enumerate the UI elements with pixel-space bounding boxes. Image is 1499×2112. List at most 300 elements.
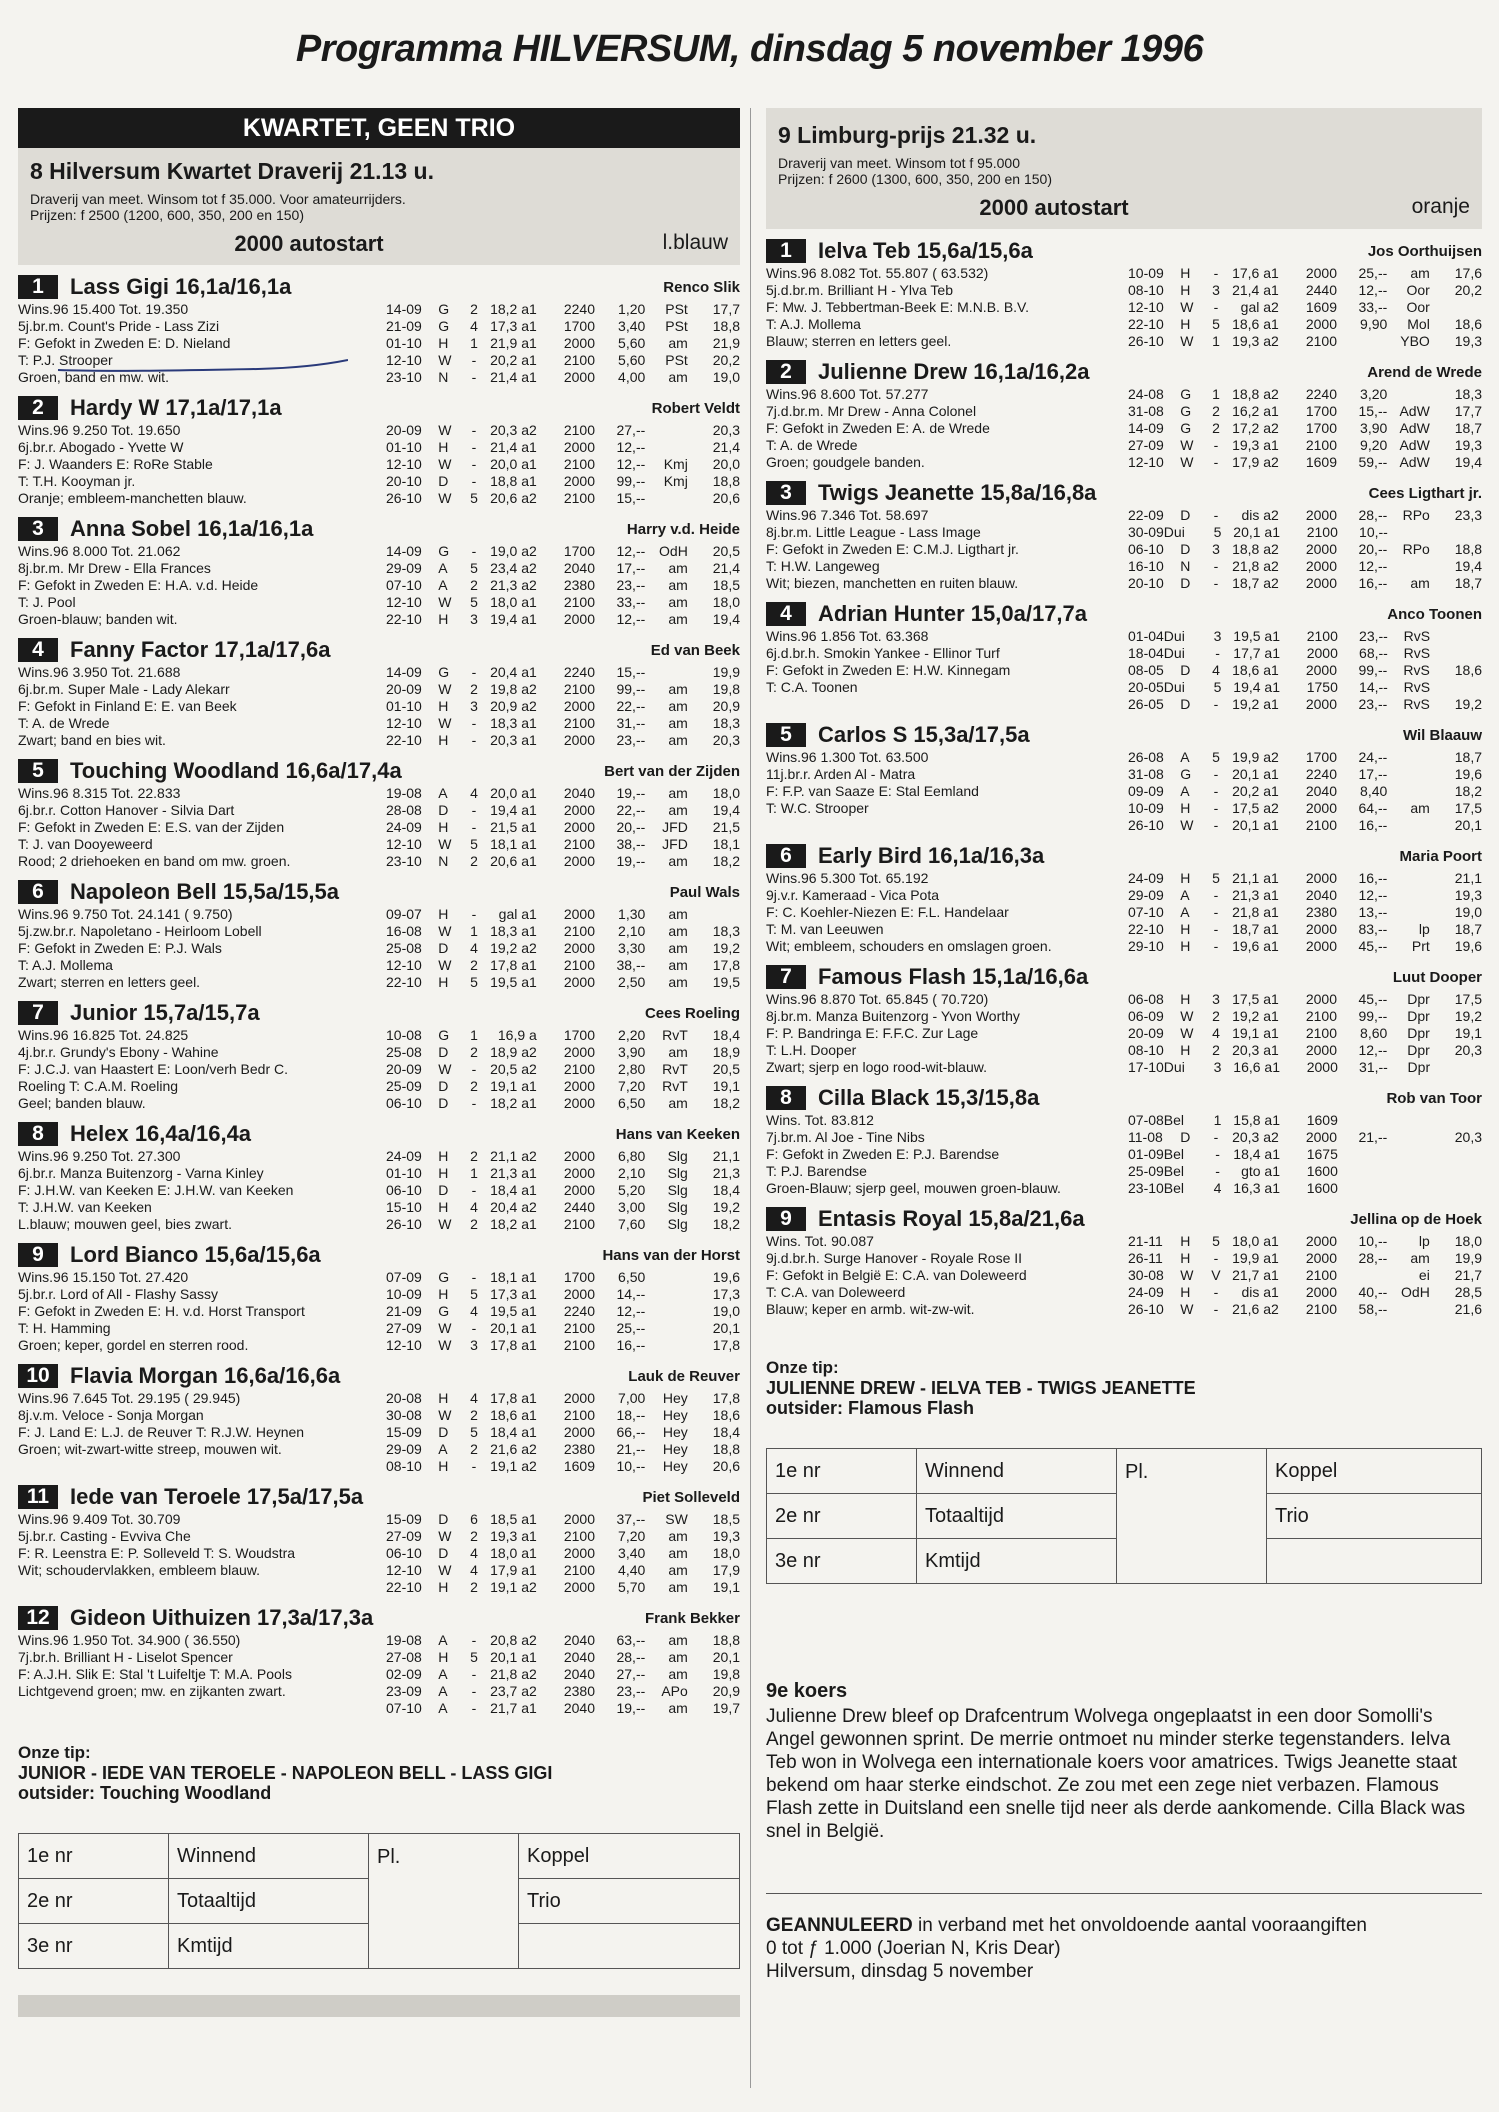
run-cell: 19,-- bbox=[616, 853, 646, 869]
run-cell bbox=[1338, 1146, 1388, 1163]
horse-info-line: Oranje; embleem-manchetten blauw. bbox=[18, 490, 247, 506]
run-cell: 01-09Bel bbox=[1128, 1146, 1185, 1162]
run-cell: 23,7 a2 bbox=[490, 1683, 537, 1699]
run-cell: 21,-- bbox=[616, 1441, 646, 1457]
run-cell: 2000 bbox=[563, 439, 596, 455]
run-cell: 33,-- bbox=[616, 594, 646, 610]
horse-trainer: Hans van der Horst bbox=[602, 1246, 740, 1264]
run-cell: 21,4 a1 bbox=[490, 439, 537, 455]
run-cell: am bbox=[668, 681, 688, 697]
run-cell: PSt bbox=[665, 318, 688, 334]
run-cell: 18,4 bbox=[712, 1027, 741, 1043]
run-cell: 4,00 bbox=[618, 369, 646, 385]
run-cell: A bbox=[1180, 783, 1190, 799]
horse-info-line: T: M. van Leeuwen bbox=[766, 921, 884, 937]
run-cell: am bbox=[1410, 1250, 1430, 1266]
run-cell: 20,2 bbox=[712, 352, 741, 368]
tip-block bbox=[766, 1358, 1482, 1418]
run-row bbox=[386, 940, 740, 957]
run-cell: 19,1 bbox=[712, 1078, 741, 1094]
run-row bbox=[386, 1579, 740, 1596]
run-cell: 17,3 a1 bbox=[490, 1286, 537, 1302]
run-cell: A bbox=[438, 1632, 448, 1648]
run-cell: W bbox=[1180, 1025, 1194, 1041]
run-cell: RvT bbox=[662, 1078, 688, 1094]
run-cell: 2100 bbox=[563, 1320, 596, 1336]
run-cell: 20,6 a1 bbox=[490, 853, 537, 869]
run-cell: G bbox=[438, 664, 450, 680]
run-cell: 18,2 a1 bbox=[490, 1095, 537, 1111]
run-cell: 17,8 bbox=[712, 957, 741, 973]
run-cell: 15,-- bbox=[616, 664, 646, 680]
run-cell: H bbox=[1180, 1233, 1191, 1249]
run-cell: 19,1 a1 bbox=[1232, 1025, 1279, 1041]
run-cell: 19,5 a1 bbox=[1233, 628, 1280, 644]
run-cell: 19,4 bbox=[712, 802, 741, 818]
run-cell: 10,-- bbox=[1358, 1233, 1388, 1249]
run-cell: 19,8 bbox=[712, 681, 741, 697]
run-cell: 19,1 a1 bbox=[490, 1078, 537, 1094]
run-cell: 3,00 bbox=[618, 1199, 646, 1215]
run-cell: 38,-- bbox=[616, 836, 646, 852]
run-cell bbox=[688, 906, 740, 923]
run-cell: 2000 bbox=[1306, 645, 1338, 661]
horse-entry bbox=[18, 1120, 740, 1233]
run-cell: 2440 bbox=[563, 1199, 596, 1215]
run-cell: am bbox=[668, 715, 688, 731]
run-cell: 19,1 a2 bbox=[490, 1579, 537, 1595]
run-cell: 28,-- bbox=[1358, 1250, 1388, 1266]
run-cell: 4 bbox=[470, 1545, 478, 1561]
run-cell: - bbox=[1213, 800, 1219, 816]
run-cell: Dpr bbox=[1407, 991, 1430, 1007]
run-row bbox=[1128, 991, 1482, 1008]
run-cell: - bbox=[471, 1269, 477, 1285]
horse-entry bbox=[18, 757, 740, 870]
horse-list bbox=[18, 273, 740, 1717]
run-cell: D bbox=[438, 1044, 449, 1060]
run-cell: 19,0 bbox=[712, 1303, 741, 1319]
horse-info-line: F: Gefokt in Zweden E: P.J. Barendse bbox=[766, 1146, 1000, 1162]
run-cell: - bbox=[1213, 454, 1219, 470]
run-cell: 20,0 a1 bbox=[490, 456, 537, 472]
horse-number: 10 bbox=[18, 1364, 58, 1388]
run-row bbox=[1128, 766, 1482, 783]
run-cell: D bbox=[1180, 541, 1191, 557]
run-row bbox=[1128, 1008, 1482, 1025]
run-cell: 19,9 bbox=[712, 664, 741, 680]
run-row bbox=[386, 1044, 740, 1061]
race-start bbox=[778, 195, 1470, 221]
run-row bbox=[386, 369, 740, 386]
run-cell: am bbox=[668, 1095, 688, 1111]
run-cell: 18,9 a2 bbox=[490, 1044, 537, 1060]
run-row bbox=[1128, 662, 1482, 679]
run-cell bbox=[1430, 628, 1482, 645]
race-description bbox=[30, 191, 728, 223]
run-cell: D bbox=[438, 1511, 449, 1527]
horse-name: Napoleon Bell 15,5a/15,5a bbox=[70, 879, 340, 904]
run-cell: 20,2 a1 bbox=[1232, 783, 1279, 799]
horse-list bbox=[766, 237, 1482, 1318]
run-cell: - bbox=[1213, 817, 1219, 833]
run-cell: gal a1 bbox=[498, 906, 537, 922]
horse-trainer: Ed van Beek bbox=[650, 641, 740, 659]
run-row bbox=[386, 456, 740, 473]
run-cell: 18-04Dui bbox=[1128, 645, 1185, 661]
run-cell: - bbox=[1213, 887, 1219, 903]
tip-outsider: outsider: Flamous Flash bbox=[766, 1398, 975, 1418]
run-row bbox=[386, 473, 740, 490]
run-row bbox=[386, 1303, 740, 1320]
run-cell: 2100 bbox=[563, 957, 596, 973]
run-cell: 3,90 bbox=[618, 1044, 646, 1060]
horse-name: Junior 15,7a/15,7a bbox=[70, 1000, 260, 1025]
run-cell: 2000 bbox=[563, 1424, 596, 1440]
run-cell: 2440 bbox=[1305, 282, 1338, 298]
run-cell: 23,-- bbox=[1358, 696, 1388, 712]
horse-name: Helex 16,4a/16,4a bbox=[70, 1121, 252, 1146]
horse-trainer: Jellina op de Hoek bbox=[1350, 1210, 1482, 1228]
run-cell: - bbox=[471, 456, 477, 472]
run-cell: 17,-- bbox=[616, 560, 646, 576]
run-cell: 5 bbox=[1212, 316, 1220, 332]
horse-info-line: Wins.96 3.950 Tot. 21.688 bbox=[18, 664, 181, 680]
run-cell: 18,8 bbox=[1454, 541, 1483, 557]
run-cell: am bbox=[668, 853, 688, 869]
horse-trainer: Cees Roeling bbox=[644, 1004, 740, 1022]
horse-header bbox=[18, 1120, 740, 1148]
run-cell bbox=[645, 664, 688, 681]
horse-info bbox=[766, 749, 1128, 834]
run-cell: 20-05Dui bbox=[1128, 679, 1185, 695]
run-cell: A bbox=[438, 1441, 448, 1457]
run-cell: W bbox=[438, 1407, 452, 1423]
run-cell bbox=[1430, 1112, 1482, 1129]
horse-entry bbox=[18, 1483, 740, 1596]
run-cell: H bbox=[1180, 265, 1191, 281]
race-prizes: Prijzen: f 2500 (1200, 600, 350, 200 en 150) bbox=[30, 207, 304, 223]
run-cell: 7,20 bbox=[618, 1078, 646, 1094]
run-cell: 1700 bbox=[563, 1027, 596, 1043]
run-cell: A bbox=[1180, 904, 1190, 920]
horse-info-line: 5j.br.r. Casting - Evviva Che bbox=[18, 1528, 191, 1544]
run-cell: - bbox=[1215, 1146, 1220, 1162]
run-cell: 24-09 bbox=[386, 819, 422, 835]
run-row bbox=[386, 1424, 740, 1441]
run-cell: - bbox=[1213, 265, 1219, 281]
run-cell: 20-09 bbox=[1128, 1025, 1164, 1041]
run-cell: 19,4 a1 bbox=[1233, 679, 1280, 695]
run-cell bbox=[1387, 887, 1430, 904]
run-row bbox=[386, 664, 740, 681]
run-row bbox=[386, 543, 740, 560]
run-cell: Oor bbox=[1406, 299, 1430, 315]
run-cell: am bbox=[668, 698, 688, 714]
result-row-label: 2e nr bbox=[19, 1879, 169, 1924]
horse-trainer: Piet Solleveld bbox=[642, 1488, 740, 1506]
horse-info bbox=[18, 664, 386, 749]
run-cell: 29-10 bbox=[1128, 938, 1164, 954]
horse-name: Ielva Teb 15,6a/15,6a bbox=[818, 238, 1033, 263]
run-cell: RvS bbox=[1403, 628, 1431, 644]
run-cell: 18,7 bbox=[1454, 749, 1483, 765]
run-row bbox=[1128, 386, 1482, 403]
run-cell: 2100 bbox=[563, 490, 596, 506]
run-row bbox=[386, 853, 740, 870]
run-cell: D bbox=[438, 940, 449, 956]
run-cell: 21-11 bbox=[1128, 1233, 1163, 1249]
run-cell: 18,4 a1 bbox=[490, 1182, 537, 1198]
horse-info-line: F: Gefokt in Zweden E: H. v.d. Horst Transport bbox=[18, 1303, 305, 1319]
run-cell: 18,1 bbox=[712, 836, 741, 852]
run-cell: H bbox=[1180, 921, 1191, 937]
run-cell: 27-09 bbox=[386, 1320, 422, 1336]
run-cell: 2000 bbox=[563, 698, 596, 714]
run-cell: 21,9 bbox=[712, 335, 741, 351]
horse-header bbox=[766, 237, 1482, 265]
run-cell: 17,3 bbox=[712, 1286, 741, 1302]
horse-info-line: 8j.br.m. Mr Drew - Ella Frances bbox=[18, 560, 211, 576]
race-color: oranje bbox=[1411, 195, 1470, 218]
run-cell: - bbox=[1213, 904, 1219, 920]
run-cell: 3,40 bbox=[618, 318, 646, 334]
cancelled-line1 bbox=[766, 1914, 1482, 1937]
horse-info-line: T: C.A. Toonen bbox=[766, 679, 858, 695]
run-cell: 28,5 bbox=[1454, 1284, 1483, 1300]
run-cell: 4 bbox=[1213, 1180, 1222, 1196]
run-cell: 2100 bbox=[1306, 628, 1338, 644]
horse-name: Iede van Teroele 17,5a/17,5a bbox=[70, 1484, 364, 1509]
run-cell: 58,-- bbox=[1358, 1301, 1388, 1317]
run-cell: Dpr bbox=[1407, 1008, 1430, 1024]
horse-runs bbox=[386, 1632, 740, 1717]
run-cell: RvS bbox=[1403, 679, 1431, 695]
run-cell bbox=[1337, 333, 1387, 350]
run-cell: - bbox=[1213, 299, 1219, 315]
run-cell: 12-10 bbox=[1128, 454, 1164, 470]
run-cell: 3 bbox=[470, 698, 478, 714]
run-cell: H bbox=[438, 1148, 449, 1164]
run-cell: D bbox=[1180, 696, 1191, 712]
run-cell bbox=[1387, 1129, 1430, 1146]
run-cell: W bbox=[438, 1562, 452, 1578]
run-cell: 22-10 bbox=[1128, 316, 1164, 332]
run-cell: 3,20 bbox=[1360, 386, 1388, 402]
horse-runs bbox=[1128, 1112, 1482, 1197]
run-cell: 31-08 bbox=[1128, 403, 1164, 419]
run-cell: 19,3 bbox=[712, 1528, 741, 1544]
run-row bbox=[1128, 1284, 1482, 1301]
run-cell: am bbox=[668, 1666, 688, 1682]
run-cell bbox=[645, 1303, 688, 1320]
horse-header bbox=[766, 600, 1482, 628]
horse-entry bbox=[766, 358, 1482, 471]
run-cell: 2000 bbox=[1305, 1129, 1338, 1145]
horse-number: 2 bbox=[18, 396, 58, 420]
run-cell: 19,3 bbox=[1454, 437, 1483, 453]
run-cell: am bbox=[668, 1545, 688, 1561]
horse-runs bbox=[386, 543, 740, 628]
run-row bbox=[1128, 1301, 1482, 1318]
run-cell: 19,0 bbox=[712, 369, 741, 385]
result-cell-empty bbox=[519, 1924, 740, 1969]
run-row bbox=[386, 1545, 740, 1562]
run-cell: Hey bbox=[662, 1441, 688, 1457]
run-cell: AdW bbox=[1399, 454, 1430, 470]
run-cell: H bbox=[438, 611, 449, 627]
horse-header bbox=[18, 1604, 740, 1632]
horse-info-line: Groen; wit-zwart-witte streep, mouwen wit. bbox=[18, 1441, 282, 1457]
run-cell: 1,30 bbox=[618, 906, 646, 922]
horse-info-line: Groen; keper, gordel en sterren rood. bbox=[18, 1337, 249, 1353]
race-conditions: Draverij van meet. Winsom tot f 95.000 bbox=[778, 155, 1020, 171]
horse-info-line: T: L.H. Dooper bbox=[766, 1042, 857, 1058]
run-cell: 4 bbox=[1212, 662, 1220, 678]
run-cell: 06-10 bbox=[386, 1095, 422, 1111]
run-cell: 2100 bbox=[563, 715, 596, 731]
run-cell: APo bbox=[661, 1683, 688, 1699]
horse-info-line: T: C.A. van Doleweerd bbox=[766, 1284, 906, 1300]
run-cell: 15-10 bbox=[386, 1199, 422, 1215]
run-cell: 20,3 a1 bbox=[490, 732, 537, 748]
run-cell: 07-10 bbox=[386, 577, 422, 593]
run-cell: 2100 bbox=[563, 1337, 596, 1353]
run-cell: 2100 bbox=[1305, 437, 1338, 453]
run-cell: G bbox=[1180, 766, 1192, 782]
run-cell: 2240 bbox=[1305, 766, 1338, 782]
run-cell: 18,0 a1 bbox=[490, 1545, 537, 1561]
run-cell: 1700 bbox=[1305, 749, 1338, 765]
run-cell: G bbox=[438, 1269, 450, 1285]
run-cell: 1700 bbox=[1305, 420, 1338, 436]
run-cell: - bbox=[1213, 696, 1219, 712]
horse-info-line: Groen; goudgele banden. bbox=[766, 454, 925, 470]
run-cell: 18,6 a1 bbox=[490, 1407, 537, 1423]
run-cell: A bbox=[1180, 749, 1190, 765]
grey-band bbox=[18, 1995, 740, 2017]
run-cell: H bbox=[438, 974, 449, 990]
horse-info bbox=[766, 870, 1128, 955]
run-cell: A bbox=[438, 1700, 448, 1716]
run-cell: Slg bbox=[667, 1199, 688, 1215]
run-cell: W bbox=[438, 1216, 452, 1232]
run-cell: 01-10 bbox=[386, 698, 422, 714]
run-cell: am bbox=[668, 974, 688, 990]
run-cell: 12-10 bbox=[386, 456, 422, 472]
horse-name: Touching Woodland 16,6a/17,4a bbox=[70, 758, 402, 783]
run-cell: H bbox=[438, 1390, 449, 1406]
run-cell: Hey bbox=[662, 1424, 688, 1440]
horse-info-line: T: W.C. Strooper bbox=[766, 800, 869, 816]
horse-number: 4 bbox=[766, 602, 806, 626]
run-cell: G bbox=[438, 543, 450, 559]
run-cell: - bbox=[471, 369, 477, 385]
horse-number: 6 bbox=[766, 844, 806, 868]
run-cell: 2000 bbox=[1305, 662, 1338, 678]
horse-info-line: T: J.H.W. van Keeken bbox=[18, 1199, 152, 1215]
run-cell: 5 bbox=[1212, 749, 1220, 765]
horse-info-line: Rood; 2 driehoeken en band om mw. groen. bbox=[18, 853, 291, 869]
run-cell: 07-10 bbox=[386, 1700, 422, 1716]
horse-entry bbox=[766, 237, 1482, 350]
run-cell: 2000 bbox=[1305, 1042, 1338, 1058]
run-row bbox=[386, 1649, 740, 1666]
horse-trainer: Paul Wals bbox=[669, 883, 740, 901]
run-cell: - bbox=[471, 1700, 477, 1716]
run-cell: 19,3 bbox=[1454, 333, 1483, 349]
tip-outsider: outsider: Touching Woodland bbox=[18, 1783, 272, 1803]
horse-name: Early Bird 16,1a/16,3a bbox=[818, 843, 1045, 868]
horse-info-line: Wins.96 16.825 Tot. 24.825 bbox=[18, 1027, 189, 1043]
run-cell: 5 bbox=[1213, 679, 1222, 695]
run-cell: G bbox=[1180, 386, 1192, 402]
run-cell: 2000 bbox=[563, 1545, 596, 1561]
run-cell: 15,8 a1 bbox=[1233, 1112, 1280, 1128]
run-cell: 45,-- bbox=[1358, 991, 1388, 1007]
run-row bbox=[386, 1199, 740, 1216]
horse-runs bbox=[1128, 507, 1482, 592]
run-row bbox=[386, 352, 740, 369]
run-cell: 2,10 bbox=[618, 923, 646, 939]
run-cell: 22,-- bbox=[616, 802, 646, 818]
run-cell: 19,4 bbox=[1454, 558, 1483, 574]
run-cell: 19,9 a1 bbox=[1232, 1250, 1279, 1266]
run-cell: 20,1 bbox=[712, 1320, 741, 1336]
run-cell: 20-09 bbox=[386, 1061, 422, 1077]
run-cell: 20,5 bbox=[712, 543, 741, 559]
run-cell: RvS bbox=[1403, 662, 1430, 678]
run-cell: 14-09 bbox=[386, 301, 422, 317]
run-cell: - bbox=[471, 1061, 477, 1077]
run-cell: W bbox=[438, 836, 452, 852]
horse-info bbox=[18, 1269, 386, 1354]
run-cell: 99,-- bbox=[1358, 662, 1388, 678]
result-row-label: 1e nr bbox=[767, 1449, 917, 1494]
run-cell: 2000 bbox=[563, 335, 596, 351]
run-cell bbox=[645, 1286, 688, 1303]
horse-info-line: Wins.96 1.300 Tot. 63.500 bbox=[766, 749, 929, 765]
run-cell: 27,-- bbox=[616, 1666, 646, 1682]
run-cell: 06-10 bbox=[386, 1545, 422, 1561]
run-cell: 06-09 bbox=[1128, 1008, 1164, 1024]
run-cell: 27,-- bbox=[616, 422, 646, 438]
run-cell: 26-11 bbox=[1128, 1250, 1163, 1266]
run-cell: 2000 bbox=[563, 1044, 596, 1060]
run-cell: 2 bbox=[470, 957, 478, 973]
horse-info bbox=[766, 1233, 1128, 1318]
run-cell: - bbox=[471, 352, 477, 368]
run-cell: Dpr bbox=[1407, 1059, 1431, 1075]
run-cell: 18,3 a1 bbox=[490, 715, 537, 731]
run-cell: 5,20 bbox=[618, 1182, 646, 1198]
run-cell: 2000 bbox=[563, 906, 596, 922]
run-cell: 2000 bbox=[563, 473, 596, 489]
run-cell: 2 bbox=[470, 853, 478, 869]
run-cell bbox=[1338, 1180, 1388, 1197]
run-cell: H bbox=[438, 1458, 449, 1474]
run-cell: 18,2 a1 bbox=[490, 1216, 537, 1232]
result-table bbox=[766, 1448, 1482, 1584]
run-cell: 5 bbox=[1213, 524, 1222, 540]
run-cell: G bbox=[438, 1027, 450, 1043]
run-cell: 18,2 bbox=[712, 853, 741, 869]
run-cell: 2040 bbox=[1305, 887, 1338, 903]
horse-info-line: 5j.d.br.m. Brilliant H - Ylva Teb bbox=[766, 282, 954, 298]
run-cell: H bbox=[1180, 1284, 1191, 1300]
horse-runs bbox=[1128, 386, 1482, 471]
horse-runs bbox=[1128, 1233, 1482, 1318]
